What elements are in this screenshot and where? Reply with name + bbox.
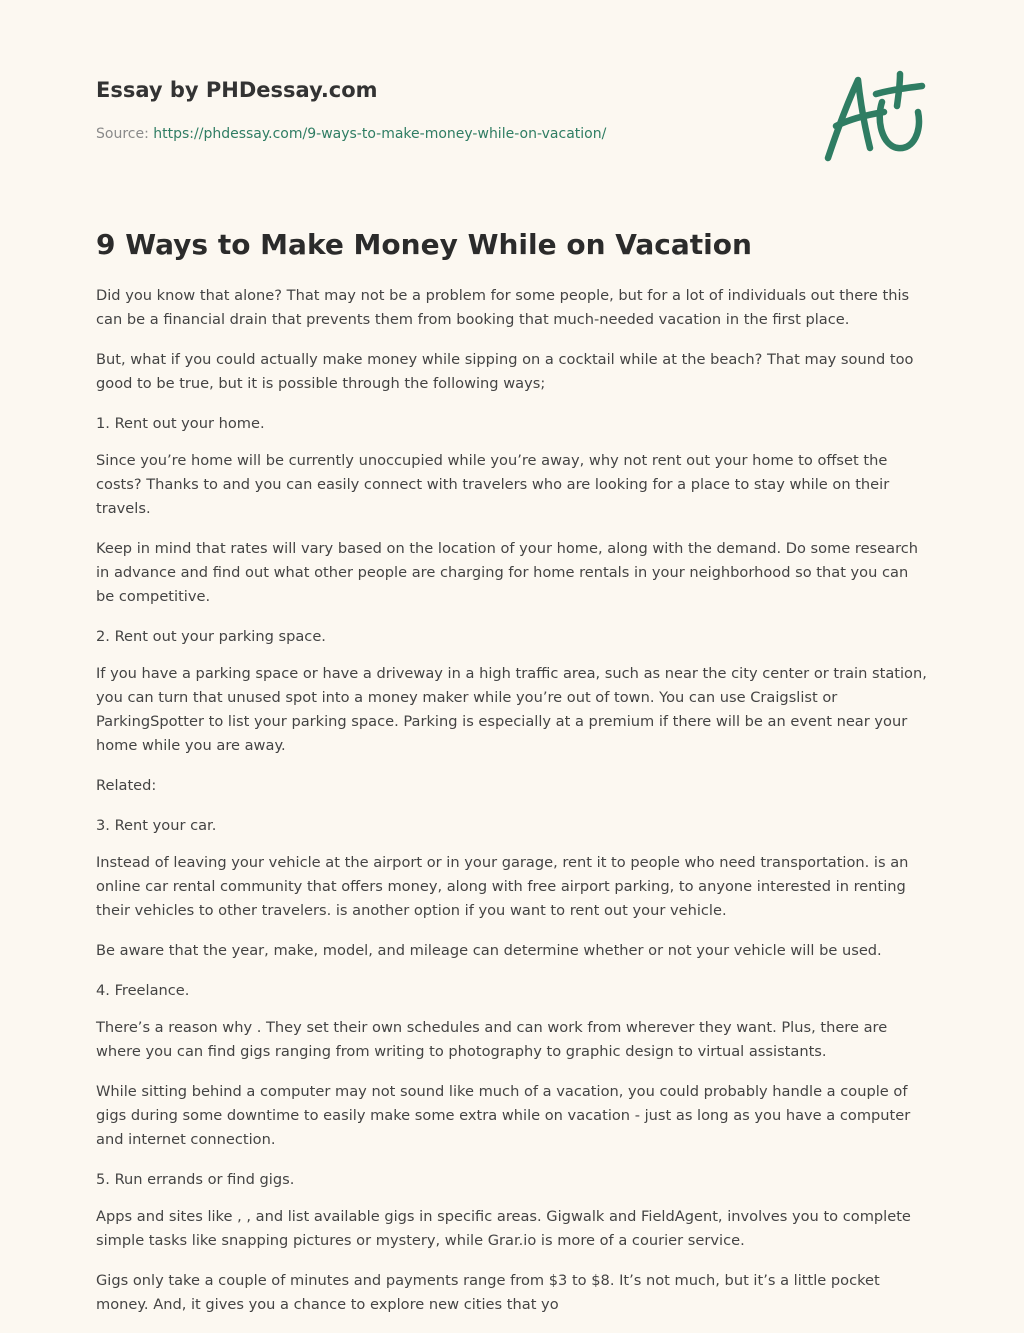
paragraph: There’s a reason why . They set their own schedules and can work from wherever they want. Plus, there are where you can find gigs ranging from writing to photography to graphic design to virtual assistants.: [96, 1019, 888, 1060]
source-line: [96, 124, 606, 144]
site-brand: Essay by PHDessay.com: [96, 78, 378, 102]
section-heading: 5. Run errands or find gigs.: [96, 1171, 295, 1188]
section-heading: 4. Freelance.: [96, 982, 190, 999]
paragraph: While sitting behind a computer may not sound like much of a vacation, you could probably handle a couple of gigs during some downtime to easily make some extra while on vacation - just as long as you have a computer and internet connection.: [96, 1083, 911, 1148]
paragraph: Apps and sites like , , and list available gigs in specific areas. Gigwalk and FieldAgent, involves you to complete simple tasks like snapping pictures or mystery, while Grar.io is more of a courier service.: [96, 1208, 911, 1249]
related-label: Related:: [96, 777, 157, 794]
paragraph: If you have a parking space or have a driveway in a high traffic area, such as near the city center or train station, you can turn that unused spot into a money maker while you’re out of town. You can use Craigslist or ParkingSpotter to list your parking space. Parking is especially at a premium if there will be an event near your home while you are away.: [96, 665, 927, 754]
source-link[interactable]: https://phdessay.com/9-ways-to-make-money-while-on-vacation/: [153, 126, 607, 142]
paragraph: Keep in mind that rates will vary based on the location of your home, along with the demand. Do some research in advance and find out what other people are charging for home rentals in your neighborhood so that you can be competitive.: [96, 540, 919, 605]
paragraph: Since you’re home will be currently unoccupied while you’re away, why not rent out your home to offset the costs? Thanks to and you can easily connect with travelers who are looking for a place to stay while on their travels.: [96, 452, 890, 517]
paragraph: But, what if you could actually make money while sipping on a cocktail while at the beach? That may sound too good to be true, but it is possible through the following ways;: [96, 351, 914, 392]
section-heading: 2. Rent out your parking space.: [96, 628, 326, 645]
essay-body: [96, 284, 928, 1333]
paragraph: Gigs only take a couple of minutes and payments range from $3 to $8. It’s not much, but it’s a little pocket money. And, it gives you a chance to explore new cities that yo: [96, 1272, 880, 1313]
paragraph: Instead of leaving your vehicle at the airport or in your garage, rent it to people who need transportation. is an online car rental community that offers money, along with free airport parking, to anyone interested in renting their vehicles to other travelers. is another option if you want to rent out your vehicle.: [96, 854, 909, 919]
section-heading: 3. Rent your car.: [96, 817, 217, 834]
a-plus-grade-icon: [822, 68, 928, 166]
source-label: Source:: [96, 126, 154, 142]
paragraph: Be aware that the year, make, model, and mileage can determine whether or not your vehicle will be used.: [96, 942, 882, 959]
paragraph: Did you know that alone? That may not be a problem for some people, but for a lot of individuals out there this can be a financial drain that prevents them from booking that much-needed vacation in the first place.: [96, 287, 910, 328]
essay-title: 9 Ways to Make Money While on Vacation: [96, 228, 752, 261]
section-heading: 1. Rent out your home.: [96, 415, 265, 432]
